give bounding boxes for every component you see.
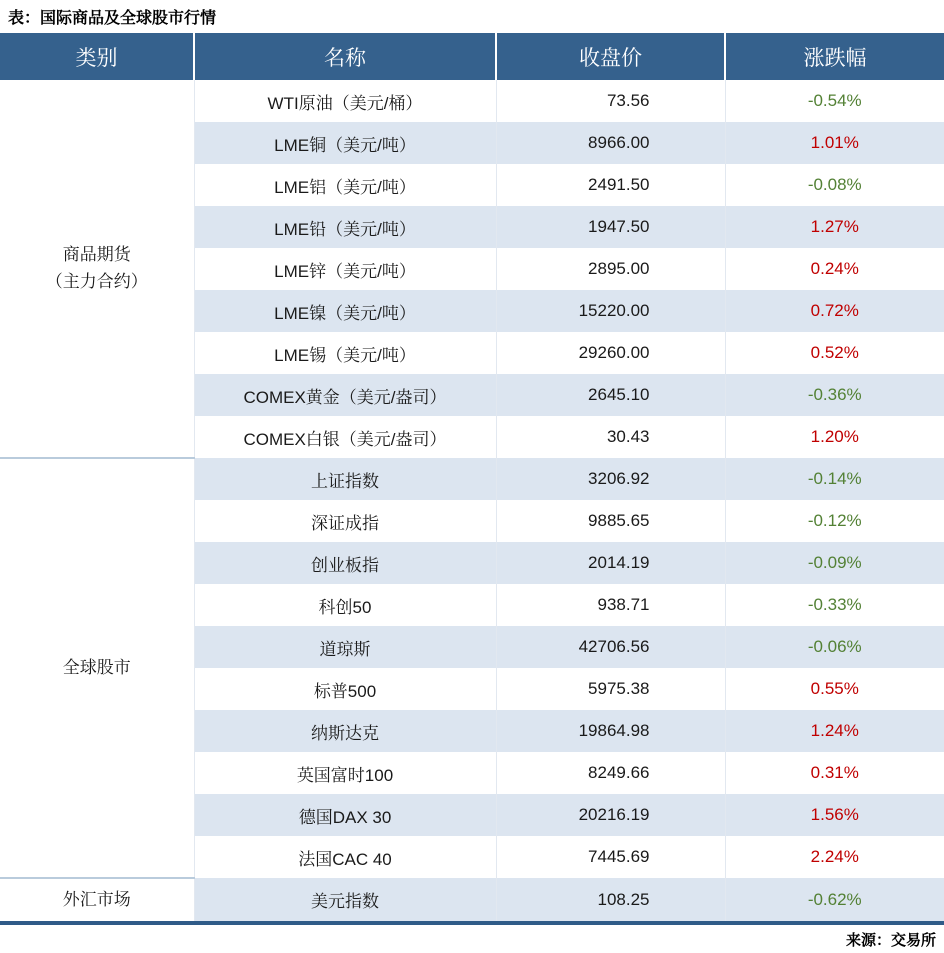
change-percent-cell: -0.09% xyxy=(725,542,944,584)
close-price-cell: 1947.50 xyxy=(496,206,725,248)
change-percent-cell: 0.24% xyxy=(725,248,944,290)
change-percent-cell: 0.72% xyxy=(725,290,944,332)
close-price-cell: 2491.50 xyxy=(496,164,725,206)
instrument-name-cell: 上证指数 xyxy=(194,458,496,500)
col-header-category: 类别 xyxy=(0,33,194,80)
table-row xyxy=(0,878,944,921)
close-price-cell: 8249.66 xyxy=(496,752,725,794)
close-price-cell: 2645.10 xyxy=(496,374,725,416)
change-percent-cell: -0.33% xyxy=(725,584,944,626)
close-price-cell: 42706.56 xyxy=(496,626,725,668)
close-price-cell: 3206.92 xyxy=(496,458,725,500)
instrument-name-cell: COMEX黄金（美元/盎司） xyxy=(194,374,496,416)
close-price-cell: 2014.19 xyxy=(496,542,725,584)
table-body xyxy=(0,80,944,921)
change-percent-cell: 0.31% xyxy=(725,752,944,794)
instrument-name-cell: 创业板指 xyxy=(194,542,496,584)
close-price-cell: 19864.98 xyxy=(496,710,725,752)
close-price-cell: 29260.00 xyxy=(496,332,725,374)
change-percent-cell: -0.08% xyxy=(725,164,944,206)
close-price-cell: 73.56 xyxy=(496,80,725,122)
close-price-cell: 5975.38 xyxy=(496,668,725,710)
instrument-name-cell: 德国DAX 30 xyxy=(194,794,496,836)
instrument-name-cell: LME镍（美元/吨） xyxy=(194,290,496,332)
change-percent-cell: -0.54% xyxy=(725,80,944,122)
close-price-cell: 7445.69 xyxy=(496,836,725,878)
close-price-cell: 20216.19 xyxy=(496,794,725,836)
instrument-name-cell: 法国CAC 40 xyxy=(194,836,496,878)
market-data-table xyxy=(0,33,944,921)
instrument-name-cell: 道琼斯 xyxy=(194,626,496,668)
category-cell: 外汇市场 xyxy=(0,878,194,921)
change-percent-cell: -0.06% xyxy=(725,626,944,668)
instrument-name-cell: COMEX白银（美元/盎司） xyxy=(194,416,496,458)
change-percent-cell: -0.14% xyxy=(725,458,944,500)
market-table xyxy=(0,33,944,925)
change-percent-cell: -0.62% xyxy=(725,878,944,921)
instrument-name-cell: 美元指数 xyxy=(194,878,496,921)
instrument-name-cell: 英国富时100 xyxy=(194,752,496,794)
instrument-name-cell: 标普500 xyxy=(194,668,496,710)
change-percent-cell: 1.20% xyxy=(725,416,944,458)
change-percent-cell: 0.55% xyxy=(725,668,944,710)
change-percent-cell: 1.24% xyxy=(725,710,944,752)
change-percent-cell: 1.56% xyxy=(725,794,944,836)
close-price-cell: 108.25 xyxy=(496,878,725,921)
source-note: 来源：交易所 xyxy=(845,932,936,949)
instrument-name-cell: LME铝（美元/吨） xyxy=(194,164,496,206)
change-percent-cell: -0.36% xyxy=(725,374,944,416)
table-row xyxy=(0,80,944,122)
table-row xyxy=(0,458,944,500)
close-price-cell: 2895.00 xyxy=(496,248,725,290)
close-price-cell: 15220.00 xyxy=(496,290,725,332)
instrument-name-cell: 科创50 xyxy=(194,584,496,626)
col-header-name: 名称 xyxy=(194,33,496,80)
instrument-name-cell: LME铜（美元/吨） xyxy=(194,122,496,164)
header-row xyxy=(0,33,944,80)
close-price-cell: 30.43 xyxy=(496,416,725,458)
table-header xyxy=(0,33,944,80)
close-price-cell: 9885.65 xyxy=(496,500,725,542)
instrument-name-cell: LME锌（美元/吨） xyxy=(194,248,496,290)
change-percent-cell: 1.27% xyxy=(725,206,944,248)
change-percent-cell: 0.52% xyxy=(725,332,944,374)
change-percent-cell: 2.24% xyxy=(725,836,944,878)
change-percent-cell: 1.01% xyxy=(725,122,944,164)
close-price-cell: 938.71 xyxy=(496,584,725,626)
instrument-name-cell: LME铅（美元/吨） xyxy=(194,206,496,248)
instrument-name-cell: 深证成指 xyxy=(194,500,496,542)
category-cell: 全球股市 xyxy=(0,458,194,878)
col-header-change-percent: 涨跌幅 xyxy=(725,33,944,80)
category-cell: 商品期货 （主力合约） xyxy=(0,80,194,458)
close-price-cell: 8966.00 xyxy=(496,122,725,164)
instrument-name-cell: LME锡（美元/吨） xyxy=(194,332,496,374)
instrument-name-cell: WTI原油（美元/桶） xyxy=(194,80,496,122)
col-header-close-price: 收盘价 xyxy=(496,33,725,80)
change-percent-cell: -0.12% xyxy=(725,500,944,542)
instrument-name-cell: 纳斯达克 xyxy=(194,710,496,752)
page-title: 表：国际商品及全球股市行情 xyxy=(8,10,217,27)
